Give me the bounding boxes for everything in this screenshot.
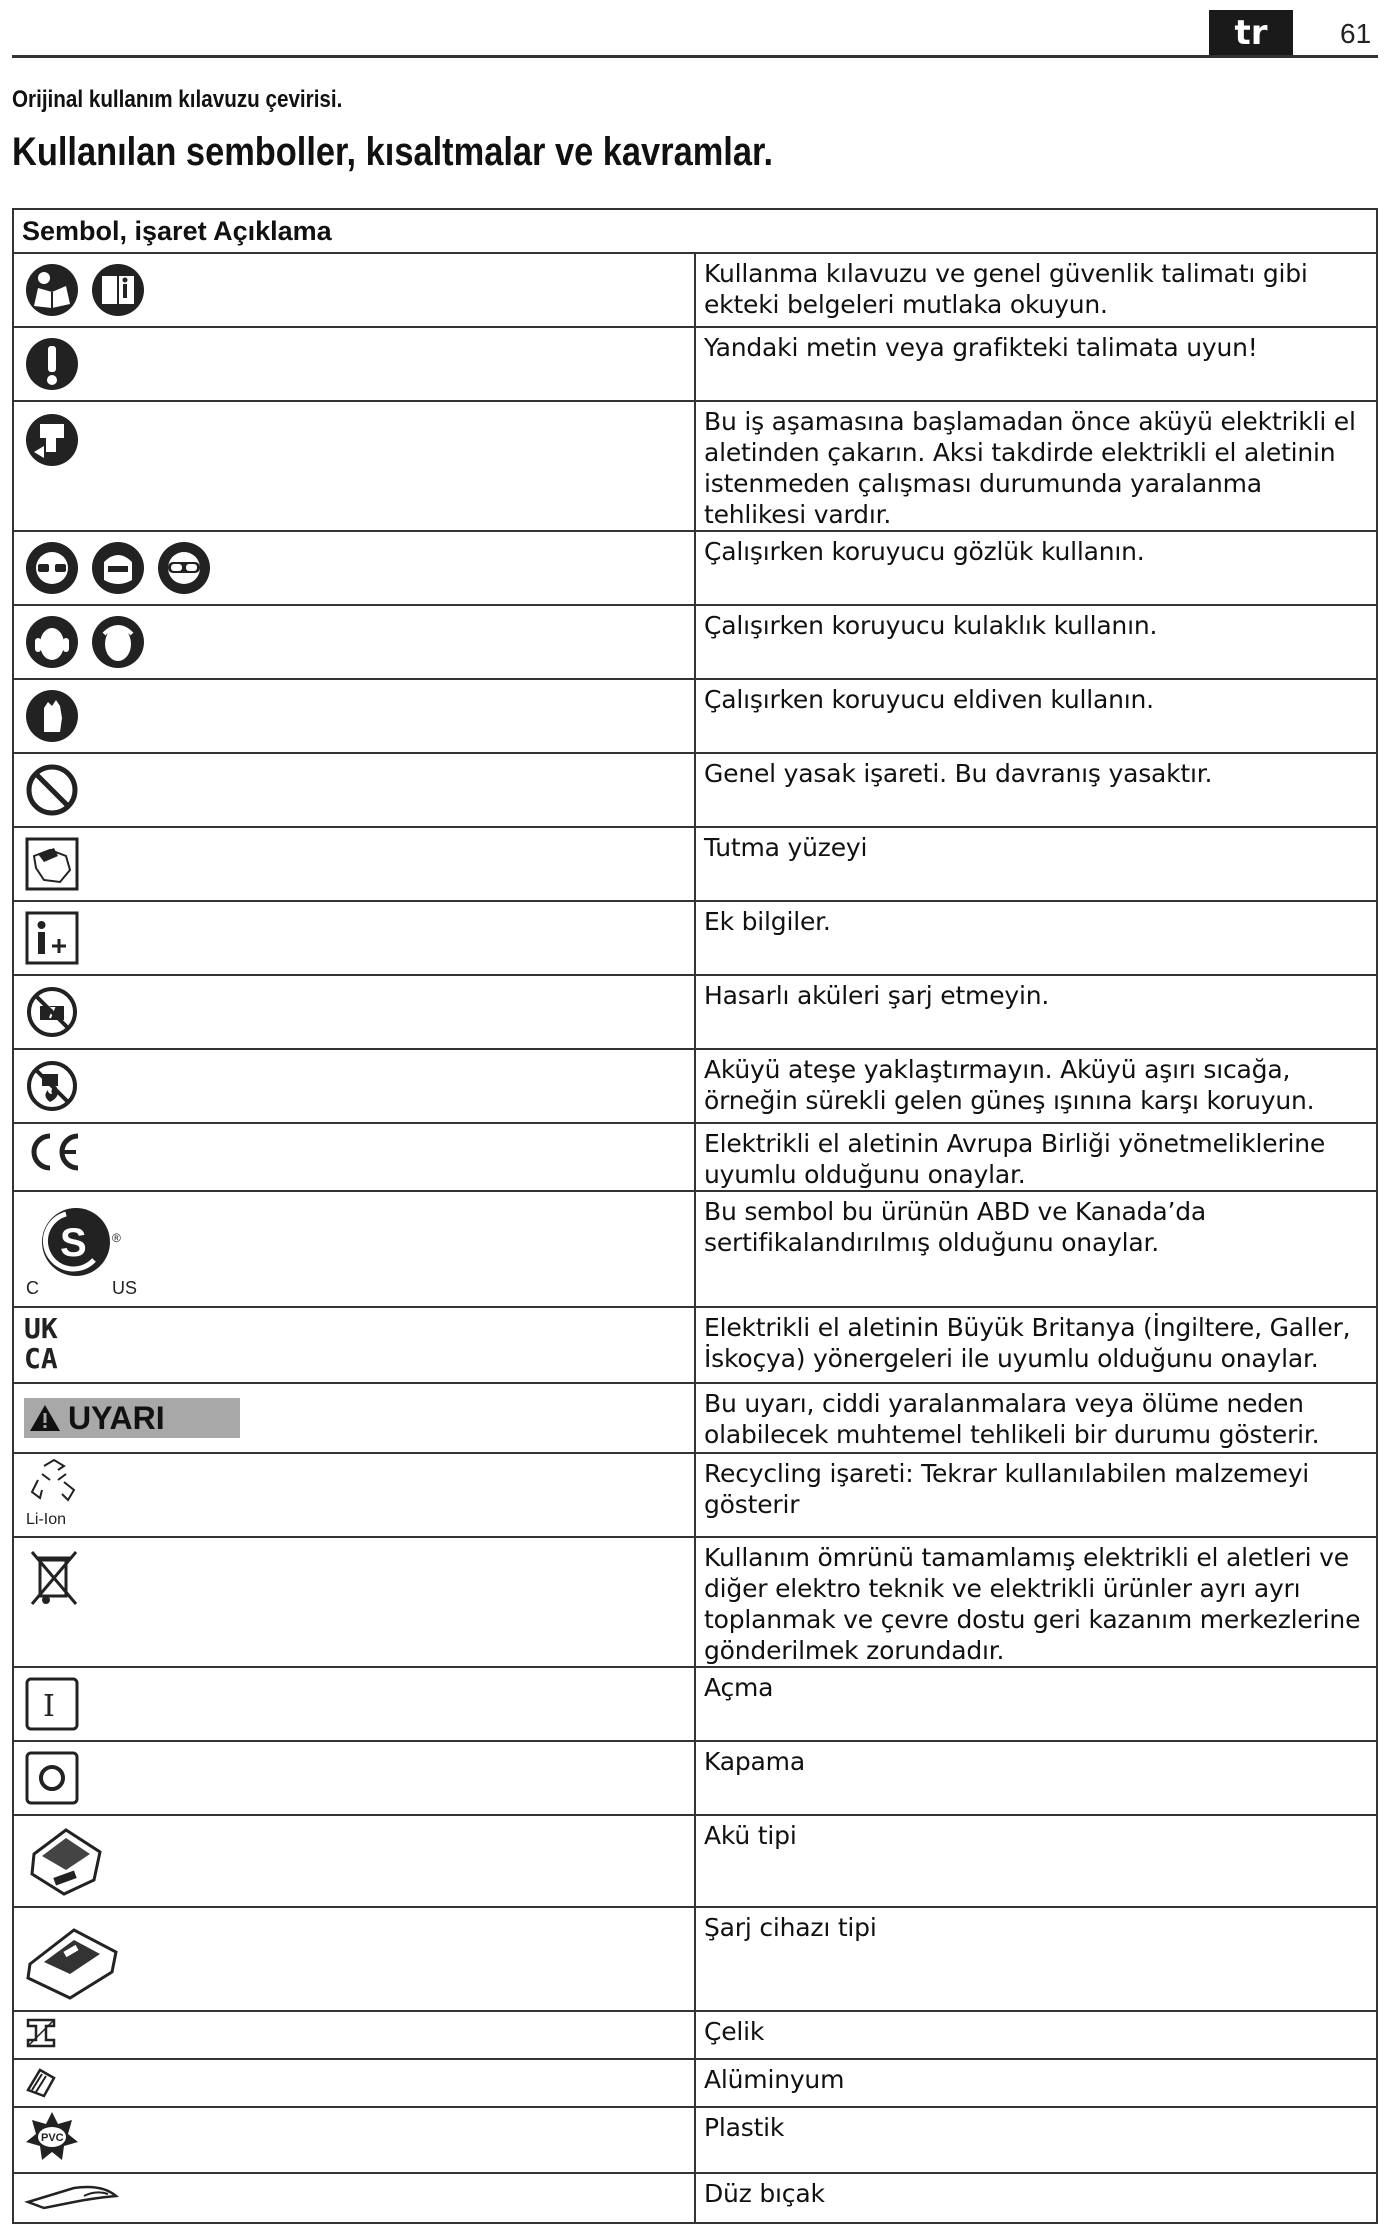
- information-book-icon: [90, 262, 146, 318]
- table-row: [13, 327, 1377, 401]
- symbol-cell: [13, 605, 695, 679]
- table-row: [13, 753, 1377, 827]
- warning-triangle-icon: [28, 1403, 62, 1433]
- description-cell: Genel yasak işareti. Bu davranış yasaktır.: [695, 753, 1377, 827]
- table-row: [13, 1741, 1377, 1815]
- description-cell: Çalışırken koruyucu gözlük kullanın.: [695, 531, 1377, 605]
- symbol-cell: [13, 1191, 695, 1307]
- description-cell: Recycling işareti: Tekrar kullanılabilen malzemeyi gösterir: [695, 1453, 1377, 1537]
- plastic-pvc-icon: [24, 2110, 80, 2164]
- symbol-cell: [13, 1453, 695, 1537]
- ukca-top-label: UK: [24, 1312, 58, 1345]
- goggles-icon: [156, 540, 212, 596]
- symbol-cell: [13, 1123, 695, 1191]
- description-cell: Kapama: [695, 1741, 1377, 1815]
- symbol-cell: [13, 1815, 695, 1907]
- table-row: [13, 531, 1377, 605]
- safety-glasses-icon: [24, 540, 80, 596]
- info-plus-icon: [24, 910, 80, 966]
- power-on-icon: [24, 1676, 80, 1732]
- table-row: [13, 1191, 1377, 1307]
- table-row: [13, 2107, 1377, 2173]
- battery-type-icon: [24, 1824, 106, 1898]
- description-cell: Çalışırken koruyucu kulaklık kullanın.: [695, 605, 1377, 679]
- no-fire-battery-icon: [24, 1058, 80, 1114]
- language-badge: tr: [1209, 10, 1293, 56]
- no-damaged-battery-charging-icon: [24, 984, 80, 1040]
- symbol-cell: [13, 2059, 695, 2107]
- charger-type-icon: [24, 1916, 120, 2000]
- li-ion-label: Li-Ion: [26, 1511, 67, 1528]
- description-cell: Çelik: [695, 2011, 1377, 2059]
- description-cell: Bu uyarı, ciddi yaralanmalara veya ölüme neden olabilecek muhtemel tehlikeli bir durumu gösterir.: [695, 1383, 1377, 1453]
- description-cell: Alüminyum: [695, 2059, 1377, 2107]
- symbol-cell: [13, 827, 695, 901]
- table-row: [13, 401, 1377, 531]
- description-cell: Aküyü ateşe yaklaştırmayın. Aküyü aşırı sıcağa, örneğin sürekli gelen güneş ışınına karşı koruyun.: [695, 1049, 1377, 1123]
- table-header-row: [13, 209, 1377, 253]
- description-cell: Bu sembol bu ürünün ABD ve Kanada’da sertifikalandırılmış olduğunu onaylar.: [695, 1191, 1377, 1307]
- table-row: [13, 2011, 1377, 2059]
- table-row: [13, 1123, 1377, 1191]
- warning-label-text: UYARI: [68, 1399, 165, 1436]
- table-row: [13, 253, 1377, 327]
- description-cell: Elektrikli el aletinin Büyük Britanya (İngiltere, Galler, İskoçya) yönergeleri ile uyumlu olduğunu onaylar.: [695, 1307, 1377, 1383]
- table-row: [13, 605, 1377, 679]
- symbol-cell: [13, 1383, 695, 1453]
- ce-mark-icon: [24, 1130, 84, 1174]
- description-cell: Kullanma kılavuzu ve genel güvenlik talimatı gibi ekteki belgeleri mutlaka okuyun.: [695, 253, 1377, 327]
- symbol-cell: [13, 2107, 695, 2173]
- table-row: [13, 1453, 1377, 1537]
- ear-protection-icon: [24, 614, 80, 670]
- symbol-cell: [13, 753, 695, 827]
- csa-right-label: US: [112, 1278, 138, 1298]
- svg-text:S: S: [60, 1221, 87, 1265]
- description-cell: Kullanım ömrünü tamamlamış elektrikli el aletleri ve diğer elektro teknik ve elektrikli ürünler ayrı ayrı toplanmak ve çevre dostu geri kazanım merkezlerine gönderilmek zorundadır.: [695, 1537, 1377, 1667]
- warning-label-icon: [24, 1398, 240, 1438]
- symbol-cell: [13, 975, 695, 1049]
- header-rule: [12, 55, 1378, 58]
- csa-left-label: C: [26, 1278, 39, 1298]
- table-row: [13, 827, 1377, 901]
- prohibition-icon: [24, 762, 80, 818]
- description-cell: Plastik: [695, 2107, 1377, 2173]
- ukca-mark-icon: [24, 1310, 74, 1374]
- description-cell: Ek bilgiler.: [695, 901, 1377, 975]
- table-row: [13, 901, 1377, 975]
- symbol-cell: [13, 1907, 695, 2011]
- mandatory-action-icon: [24, 336, 80, 392]
- steel-icon: [24, 2016, 58, 2050]
- symbol-cell: [13, 253, 695, 327]
- read-manual-icon: [24, 262, 80, 318]
- symbol-cell: [13, 1049, 695, 1123]
- page-number: 61: [1340, 18, 1372, 49]
- power-off-icon: [24, 1750, 80, 1806]
- protective-gloves-icon: [24, 688, 80, 744]
- symbol-cell: [13, 901, 695, 975]
- symbol-cell: [13, 1307, 695, 1383]
- csa-mark-icon: [24, 1200, 144, 1298]
- description-cell: Elektrikli el aletinin Avrupa Birliği yönetmeliklerine uyumlu olduğunu onaylar.: [695, 1123, 1377, 1191]
- description-cell: Bu iş aşamasına başlamadan önce aküyü elektrikli el aletinden çakarın. Aksi takdirde elektrikli el aletinin istenmeden çalışması durumunda yaralanma tehlikesi vardır.: [695, 401, 1377, 531]
- power-on-label: I: [43, 1689, 55, 1724]
- li-ion-recycling-icon: [24, 1458, 84, 1528]
- symbol-cell: [13, 2173, 695, 2223]
- aluminium-icon: [24, 2064, 58, 2098]
- ear-muffs-icon: [90, 614, 146, 670]
- table-row: [13, 1049, 1377, 1123]
- weee-crossed-bin-icon: [24, 1546, 84, 1610]
- description-cell: Şarj cihazı tipi: [695, 1907, 1377, 2011]
- table-header: Sembol, işaret Açıklama: [22, 216, 332, 246]
- description-cell: Akü tipi: [695, 1815, 1377, 1907]
- symbols-table: [12, 208, 1378, 2224]
- ukca-bottom-label: CA: [24, 1342, 58, 1374]
- symbol-cell: [13, 1741, 695, 1815]
- table-row: [13, 679, 1377, 753]
- csa-reg-label: ®: [112, 1231, 121, 1245]
- page-title: Kullanılan semboller, kısaltmalar ve kavramlar.: [12, 130, 774, 174]
- table-row: [13, 1667, 1377, 1741]
- symbol-cell: [13, 2011, 695, 2059]
- face-shield-icon: [90, 540, 146, 596]
- table-header-cell: [13, 209, 1377, 253]
- table-row: [13, 975, 1377, 1049]
- pvc-label: PVC: [41, 2132, 64, 2144]
- symbol-cell: [13, 1667, 695, 1741]
- table-row: [13, 1383, 1377, 1453]
- document-subtitle: Orijinal kullanım kılavuzu çevirisi.: [12, 86, 343, 113]
- table-row: [13, 1907, 1377, 2011]
- description-cell: Tutma yüzeyi: [695, 827, 1377, 901]
- symbol-cell: [13, 401, 695, 531]
- table-row: [13, 1815, 1377, 1907]
- table-row: [13, 2059, 1377, 2107]
- table-row: [13, 2173, 1377, 2223]
- description-cell: Yandaki metin veya grafikteki talimata uyun!: [695, 327, 1377, 401]
- straight-blade-icon: [24, 2178, 120, 2212]
- symbol-cell: [13, 327, 695, 401]
- remove-battery-icon: [24, 410, 80, 466]
- table-row: [13, 1307, 1377, 1383]
- description-cell: Hasarlı aküleri şarj etmeyin.: [695, 975, 1377, 1049]
- table-row: [13, 1537, 1377, 1667]
- grip-surface-icon: [24, 836, 80, 892]
- description-cell: Açma: [695, 1667, 1377, 1741]
- symbol-cell: [13, 1537, 695, 1667]
- description-cell: Çalışırken koruyucu eldiven kullanın.: [695, 679, 1377, 753]
- description-cell: Düz bıçak: [695, 2173, 1377, 2223]
- symbol-cell: [13, 679, 695, 753]
- symbol-cell: [13, 531, 695, 605]
